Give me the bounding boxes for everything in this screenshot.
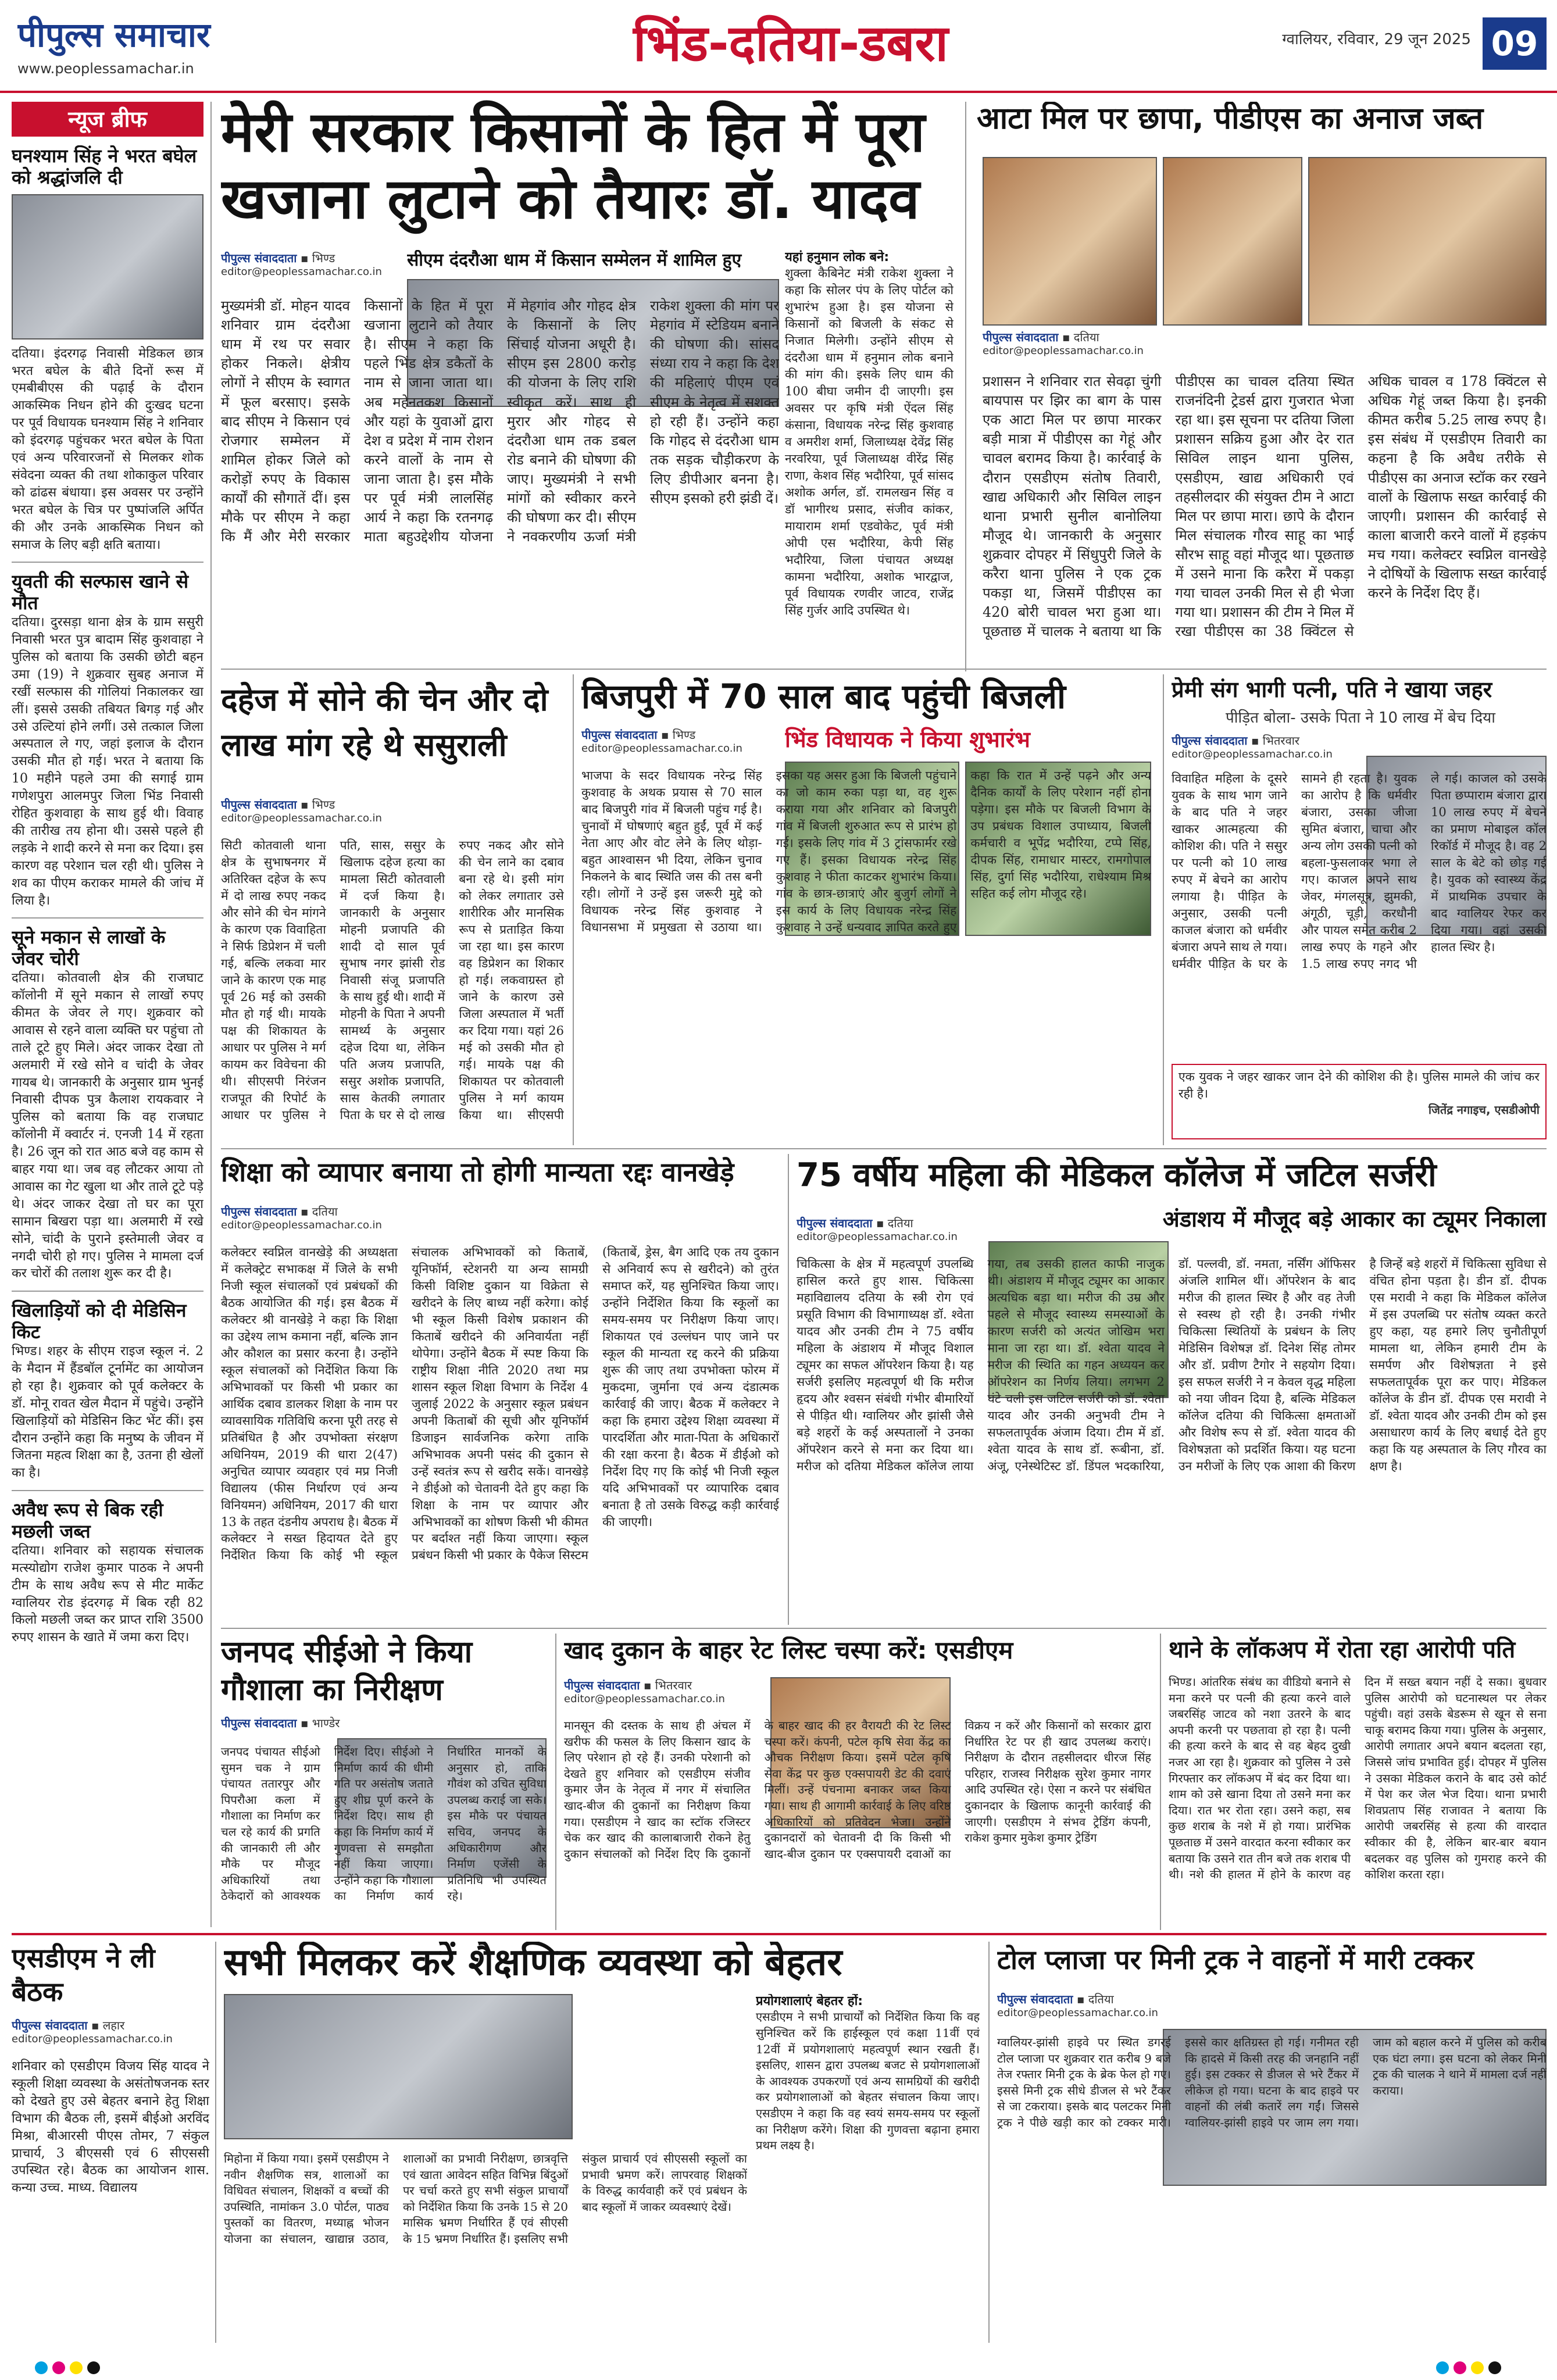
lead-sidebar-body: शुक्ला कैबिनेट मंत्री राकेश शुक्ला ने कहा कि सोलर पंप के लिए पोर्टल को शुभारंभ हुआ है। इस योजना से किसानों को बिजली के संकट से निजात मिलेगी। उन्होंने सीएम से दंदरौआ धाम में हनुमान लोक बनाने की मांग की। इसके लिए धाम की 100 बीघा जमीन दी जाएगी। इस अवसर पर कृषि मंत्री ऐंदल सिंह कंसाना, विधायक नरेन्द्र सिंह कुशवाह व अमरीश शर्मा, जिलाध्यक्ष देवेंद्र सिंह नरवरिया, पूर्व जिलाध्यक्ष वीरेंद्र सिंह राणा, केशव सिंह भदौरिया, पूर्व सांसद अशोक अर्गल, डॉ. रामलखन सिंह व डॉ भागीरथ प्रसाद, संजीव कांकर, मायाराम शर्मा एडवोकेट, पूर्व मंत्री ओपी एस भदौरिया, केपी सिंह भदौरिया, जिला पंचायत अध्यक्ष कामना भदौरिया, अशोक भारद्वाज, पूर्व विधायक रणवीर जाटव, राजेंद्र सिंह गुर्जर आदि उपस्थित थे। [785, 266, 954, 617]
elope-note-sign: जितेंद्र नगाइच, एसडीओपी [1428, 1103, 1540, 1117]
lockup-body: भिण्ड। आंतरिक संबंध का वीडियो बनाने से मना करने पर पत्नी की हत्या करने वाले जबरसिंह जाटव को नशा उतरने के बाद अपनी करनी पर पछतावा हो रहा है। पत्नी की हत्या करने के बाद से वह बेहद दुखी नजर आ रहा है। शुक्रवार को पुलिस ने उसे गिरफ्तार कर लॉकअप में बंद कर दिया था। शाम को उसे खाना दिया तो उसने मना कर दिया। रात भर रोता रहा। उसने कहा, सब कुछ शराब के नशे में हो गया। प्रारंभिक पूछताछ में उसने वारदात करना स्वीकार कर बताया कि उसने रात तीन बजे तक शराब पी थी। नशे की हालत में होने के कारण वह दिन में सख्त बयान नहीं दे सका। बुधवार पुलिस आरोपी को घटनास्थल पर लेकर पहुंची। वहां उसके बेडरूम से खून से सना चाकू बरामद किया गया। पुलिस के अनुसार, आरोपी लगातार अपने बयान बदलता रहा, जिससे जांच प्रभावित हुई। दोपहर में पुलिस ने उसका मेडिकल कराने के बाद उसे कोर्ट में पेश कर जेल भेज दिया। थाना प्रभारी शिवप्रताप सिंह राजावत ने बताया कि आरोपी जबरसिंह से हत्या की वारदात स्वीकार की है, लेकिन बार-बार बयान बदलकर वह पुलिस को गुमराह करने की कोशिश करता रहा। [1169, 1675, 1547, 1882]
lead-subhead: सीएम दंदरौआ धाम में किसान सम्मेलन में शामिल हुए [407, 250, 742, 270]
sidebar-item-body: दतिया। शनिवार को सहायक संचालक मत्स्योद्योग राजेश कुमार पाठक ने अपनी टीम के साथ अवैध रूप से मीट मार्केट ग्वालियर रोड इंदरगढ़ में बिक रही 82 किलो मछली जब्त कर प्राप्त राशि 3500 रुपए शासन के खाते में जमा करा दिए। [12, 1543, 203, 1645]
education-body: कलेक्टर स्वप्निल वानखेड़े की अध्यक्षता में कलेक्ट्रेट सभाकक्ष में जिले के सभी निजी स्कूल संचालकों एवं प्रबंधकों की बैठक आयोजित की गई। इस बैठक में कलेक्टर श्री वानखेड़े ने कहा कि शिक्षा का उद्देश्य लाभ कमाना नहीं, बल्कि ज्ञान और कौशल का प्रसार करना है। उन्होंने स्कूल संचालकों को निर्देशित किया कि अभिभावकों पर किसी भी प्रकार का आर्थिक दबाव डालकर शिक्षा के नाम पर व्यावसायिक गतिविधि करना पूरी तरह से प्रतिबंधित है और उपभोक्ता संरक्षण अधिनियम, 2019 की धारा 2(47) अनुचित व्यापार व्यवहार एवं मप्र निजी विद्यालय (फीस निर्धारण एवं अन्य विनियमन) अधिनियम, 2017 की धारा 13 के तहत दंडनीय अपराध है। बैठक में कलेक्टर ने सख्त हिदायत देते हुए निर्देशित किया कि कोई भी स्कूल संचालक अभिभावकों को किताबें, यूनिफॉर्म, स्टेशनरी या अन्य सामग्री किसी विशिष्ट दुकान या विक्रेता से खरीदने के लिए बाध्य नहीं करेगा। कोई भी स्कूल किसी विशेष प्रकाशन की किताबें खरीदने की अनिवार्यता नहीं थोपेगा। उन्होंने बैठक में स्पष्ट किया कि राष्ट्रीय शिक्षा नीति 2020 तथा मप्र शासन स्कूल शिक्षा विभाग के निर्देश 4 जुलाई 2022 के अनुसार स्कूल प्रबंधन अपनी किताबों की सूची और यूनिफॉर्म डिजाइन सार्वजनिक करेगा ताकि अभिभावक अपनी पसंद की दुकान से उन्हें स्वतंत्र रूप से खरीद सकें। वानखेड़े ने डीईओ को चेतावनी देते हुए कहा कि शिक्षा के नाम पर व्यापार और अभिभावकों का शोषण किसी भी कीमत पर बर्दाश्त नहीं किया जाएगा। स्कूल प्रबंधन किसी भी प्रकार के पैकेज सिस्टम (किताबें, ड्रेस, बैग आदि एक तय दुकान से अनिवार्य रूप से खरीदने) को तुरंत समाप्त करें, यह सुनिश्चित किया जाए। उन्होंने निर्देशित किया कि स्कूलों का समय-समय पर निरीक्षण किया जाए। शिकायत एवं उल्लंघन पाए जाने पर स्कूल की मान्यता रद्द करने की प्रक्रिया शुरू की जाए तथा उपभोक्ता फोरम में मुकदमा, जुर्माना एवं अन्य दंडात्मक कार्रवाई की जाए। बैठक में कलेक्टर ने कहा कि हमारा उद्देश्य शिक्षा व्यवस्था में पारदर्शिता और माता-पिता के अधिकारों की रक्षा करना है। बैठक में डीईओ को निर्देश दिए गए कि कोई भी निजी स्कूल यदि अभिभावकों पर व्यापारिक दबाव बनाता है तो उसके विरुद्ध कड़ी कार्रवाई की जाएगी। [221, 1245, 779, 1563]
lockup-headline[interactable]: थाने के लॉकअप में रोता रहा आरोपी पति [1169, 1636, 1516, 1663]
sidebar-item-headline: अवैध रूप से बिक रही मछली जब्त [12, 1499, 163, 1543]
registration-mark [52, 2361, 65, 2374]
divider [12, 1490, 203, 1491]
column-rule [1163, 674, 1164, 1145]
fertilizer-byline: पीपुल्स संवाददाता ▪ भितरवार editor@peoplessamachar.co.in [564, 1677, 762, 1712]
surgery-headline[interactable]: 75 वर्षीय महिला की मेडिकल कॉलेज में जटिल सर्जरी [797, 1157, 1437, 1194]
byline-place: दतिया [312, 1205, 338, 1218]
footer-registration [0, 2354, 1557, 2380]
byline-email[interactable]: editor@peoplessamachar.co.in [983, 345, 1144, 357]
column-rule [1160, 1634, 1161, 1930]
academic-photo-meeting [224, 1994, 573, 2139]
elope-headline[interactable]: प्रेमी संग भागी पत्नी, पति ने खाया जहर [1172, 677, 1492, 702]
academic-sidebar-body: एसडीएम ने सभी प्राचार्यों को निर्देशित किया कि वह सुनिश्चित करें कि हाईस्कूल एवं कक्षा 11वीं एवं 12वीं में प्रयोगशालाएं महत्वपूर्ण स्थान रखती हैं। इसलिए, शासन द्वारा उपलब्ध बजट से प्रयोगशालाओं के आवश्यक उपकरणों एवं अन्य सामग्रियों की खरीदी कर प्रयोगशालाओं को बेहतर संचालन किया जाए। एसडीएम ने कहा कि वह स्वयं समय-समय पर स्कूलों का निरीक्षण करेंगे। शिक्षा की गुणवत्ता बढ़ाना हमारा प्रथम लक्ष्य है। [756, 2010, 980, 2153]
elope-body: विवाहित महिला के दूसरे युवक के साथ भाग जाने के बाद पति ने जहर खाकर आत्महत्या की कोशिश की। पति ने ससुर पर पत्नी को 10 लाख रुपए में बेचने का आरोप लगाया है। पीड़ित के अनुसार, उसकी पत्नी काजल बंजारा को धर्मवीर बंजारा अपने साथ ले गया। धर्मवीर पीड़ित के घर के सामने ही रहता है। युवक का आरोप है कि धर्मवीर बंजारा, उसका जीजा सुमित बंजारा, चाचा और अन्य लोग उसकी पत्नी को बहला-फुसलाकर भगा ले गए। काजल अपने साथ जेवर, मंगलसूत्र, झुमकी, अंगूठी, चूड़ी, करधौनी और पायल समेत करीब 2 लाख रुपए के गहने और 1.5 लाख रुपए नगद भी ले गई। काजल को उसके पिता छप्पाराम बंजारा द्वारा 10 लाख रुपए में बेचने का प्रमाण मोबाइल कॉल रिकॉर्ड में मौजूद है। वह 2 साल के बेटे को छोड़ गई है। युवक को स्वास्थ्य केंद्र में प्राथमिक उपचार के बाद ग्वालियर रेफर कर दिया गया। वहां उसकी हालत स्थिर है। [1172, 771, 1547, 971]
sidebar-photo [12, 194, 203, 340]
gaushala-body: जनपद पंचायत सीईओ सुमन चक ने ग्राम पंचायत ततारपुर और पिपरौआ कला में गौशाला का निर्माण कर चल रहे कार्य की प्रगति की जानकारी ली और मौके पर मौजूद अधिकारियों तथा ठेकेदारों को आवश्यक निर्देश दिए। सीईओ ने निर्माण कार्य की धीमी गति पर असंतोष जताते हुए शीघ्र पूर्ण करने के निर्देश दिए। साथ ही कहा कि निर्माण कार्य में गुणवत्ता से समझौता नहीं किया जाएगा। उन्होंने कहा कि गौशाला का निर्माण कार्य निर्धारित मानकों के अनुसार हो, ताकि गौवंश को उचित सुविधा उपलब्ध कराई जा सके। इस मौके पर पंचायत सचिव, जनपद के अधिकारीगण और निर्माण एजेंसी के प्रतिनिधि भी उपस्थित रहे। [221, 1745, 547, 1903]
byline-place: भिण्ड [672, 728, 696, 742]
sidebar-item-body: दतिया। इंदरगढ़ निवासी मेडिकल छात्र भरत बघेल के बीते दिनों रूस में एमबीबीएस की पढ़ाई के दौरान आकस्मिक निधन होने की दुःखद घटना पर पूर्व विधायक घनश्याम सिंह ने शनिवार को इंदरगढ़ पहुंचकर भरत बघेल के पिता एवं अन्य परिवारजनों से मिलकर शोक संवेदना व्यक्त की तथा शोकाकुल परिवार को ढांढस बंधाया। इस अवसर पर उन्होंने भरत बघेल के चित्र पर पुष्पांजलि अर्पित की और उनके आकस्मिक निधन को समाज के लिए बड़ी क्षति बताया। [12, 346, 203, 552]
dowry-headline[interactable]: दहेज में सोने की चेन और दो लाख मांग रहे थे ससुराली [221, 681, 548, 764]
section-divider [221, 1628, 1547, 1629]
sidebar-item[interactable] [12, 927, 203, 1282]
academic-sidebar [756, 1994, 980, 2343]
education-byline: पीपुल्स संवाददाता ▪ दतिया editor@peoplessamachar.co.in [221, 1203, 419, 1238]
byline-email[interactable]: editor@peoplessamachar.co.in [221, 812, 382, 824]
dowry-body: सिटी कोतवाली थाना क्षेत्र के सुभाषनगर में अतिरिक्त दहेज के रूप में दो लाख रुपए नकद और सोने की चेन मांगने के कारण एक विवाहिता ने सिर्फ डिप्रेशन में चली गई, बल्कि लकवा मार जाने के कारण एक माह पूर्व 26 मई को उसकी मौत हो गई थी। मायके पक्ष की शिकायत के आधार पर पुलिस ने मर्ग कायम कर विवेचना की थी। सीएसपी निरंजन राजपूत की रिपोर्ट के आधार पर पुलिस ने पति, सास, ससुर के खिलाफ दहेज हत्या का मामला सिटी कोतवाली में दर्ज किया है। जानकारी के अनुसार मोहनी प्रजापति की शादी दो साल पूर्व सुभाष नगर झांसी रोड निवासी संजू प्रजापति के साथ हुई थी। शादी में मोहनी के पिता ने अपनी सामर्थ्य के अनुसार दहेज दिया था, लेकिन पति अजय प्रजापति, ससुर अशोक प्रजापति, सास केतकी लगातार पिता के घर से दो लाख रुपए नकद और सोने की चेन लाने का दबाव बना रहे थे। इसी मांग को लेकर लगातार उसे शारीरिक और मानसिक रूप से प्रताड़ित किया जा रहा था। इस कारण वह डिप्रेशन का शिकार हो गई। लकवाग्रस्त हो जाने के कारण उसे जिला अस्पताल में भर्ती कर दिया गया। यहां 26 मई को उसकी मौत हो गई। मायके पक्ष की शिकायत पर कोतवाली पुलिस ने मर्ग कायम किया था। सीएसपी [221, 838, 564, 1122]
sidebar-item-headline: घनश्याम सिंह ने भरत बघेल को श्रद्धांजलि दी [12, 145, 197, 188]
brand-url[interactable]: www.peoplessamachar.in [17, 60, 194, 77]
column-rule [965, 102, 966, 671]
section-divider [221, 669, 1547, 670]
byline-email[interactable]: editor@peoplessamachar.co.in [221, 266, 382, 278]
gaushala-headline[interactable]: जनपद सीईओ ने किया गौशाला का निरीक्षण [221, 1635, 473, 1707]
sidebar-item-headline: खिलाड़ियों को दी मेडिसिन किट [12, 1299, 187, 1343]
byline-email[interactable]: editor@peoplessamachar.co.in [1172, 748, 1333, 760]
section-divider [12, 1933, 1547, 1935]
column-rule [788, 1154, 789, 1625]
sdm-meeting-byline: पीपुल्स संवाददाता ▪ लहार editor@peoplessamachar.co.in [12, 2017, 209, 2052]
sdm-meeting-body: शनिवार को एसडीएम विजय सिंह यादव ने स्कूली शिक्षा व्यवस्था के असंतोषजनक स्तर को देखते हुए उसे बेहतर बनाने हेतु शिक्षा विभाग की बैठक ली, इसमें बीईओ अरविंद मिश्रा, बीआरसी पीएस तोमर, 7 संकुल प्राचार्य, 3 बीएससी एवं 6 सीएससी उपस्थित रहे। बैठक का आयोजन शास. कन्या उच्च. माध्य. विद्यालय [12, 2059, 209, 2196]
page-section-title: भिंड-दतिया-डबरा [633, 15, 948, 73]
sidebar-item-headline: सूने मकान से लाखों के जेवर चोरी [12, 926, 166, 970]
registration-mark [35, 2361, 48, 2374]
byline-email[interactable]: editor@peoplessamachar.co.in [581, 742, 742, 755]
sidebar-title: न्यूज ब्रीफ [12, 102, 203, 137]
sidebar [12, 145, 203, 1936]
toll-body: ग्वालियर-झांसी हाइवे पर स्थित डगरई टोल प्लाजा पर शुक्रवार रात करीब 9 बजे तेज रफ्तार मिनी ट्रक के ब्रेक फेल हो गए। इससे मिनी ट्रक सीधे डीजल से भरे टैंकर से जा टकराया। इसके बाद पलटकर मिनी ट्रक ने पीछे खड़ी कार को टक्कर मारी। इससे कार क्षतिग्रस्त हो गई। गनीमत रही कि हादसे में किसी तरह की जनहानि नहीं हुई। इस टक्कर से डीजल से भरे टैंकर में लीकेज हो गया। घटना के बाद हाइवे पर वाहनों की लंबी कतारें लग गईं। जिससे ग्वालियर-झांसी हाइवे पर जाम लग गया। जाम को बहाल करने में पुलिस को करीब एक घंटा लगा। इस घटना को लेकर मिनी ट्रक की चालक ने थाने में मामला दर्ज नहीं कराया। [997, 2035, 1547, 2129]
pds-byline: पीपुल्स संवाददाता ▪ दतिया editor@peoplessamachar.co.in [983, 329, 1180, 370]
sidebar-item-body: दतिया। दुरसड़ा थाना क्षेत्र के ग्राम ससुरी निवासी भरत पुत्र बादाम सिंह कुशवाहा ने पुलिस को बताया कि उसकी छोटी बहन उमा (19) ने शुक्रवार सुबह अनाज में रखीं सल्फास की गोलियां निकालकर खा लीं। इससे उसकी तबियत बिगड़ गई और उसे उल्टियां होने लगीं। उसे तत्काल जिला अस्पताल ले गए, जहां इलाज के दौरान उसकी मौत हो गई। भरत ने बताया कि 10 महीने पहले उमा की सगाई ग्राम गणेशपुरा आलमपुर जिला भिंड निवासी रोहित कुशवाहा के साथ हुई थी। विवाह की तारीख तय होना थी। उससे पहले ही लड़के ने शादी करने से मना कर दिया। इस कारण वह परेशान चल रही थी। पुलिस ने शव का पीएम कराकर मामले की जांच में लिया है। [12, 615, 203, 908]
byline-name: पीपुल्स संवाददाता [12, 2018, 88, 2032]
academic-body: मिहोना में किया गया। इसमें एसडीएम ने नवीन शैक्षणिक सत्र, शालाओं का विधिवत संचालन, शिक्षकों व बच्चों की उपस्थिति, नामांकन 3.0 पोर्टल, पाठ्य पुस्तकों का वितरण, मध्याह्न भोजन योजना का संचालन, खाद्यान्न उठाव, शालाओं का प्रभावी निरीक्षण, छात्रवृत्ति एवं खाता आवेदन सहित विभिन्न बिंदुओं पर चर्चा करते हुए सभी संकुल प्राचार्यों को निर्देशित किया कि उनके 15 से 20 मासिक भ्रमण निर्धारित हैं एवं सीएसी के 15 भ्रमण निर्धारित हैं। इसलिए सभी संकुल प्राचार्य एवं सीएससी स्कूलों का प्रभावी भ्रमण करें। लापरवाह शिक्षकों के विरुद्ध कार्यवाही करें एवं प्रबंधन के बाद स्कूलों में जाकर व्यवस्थाएं देखें। [224, 2152, 747, 2246]
byline-email[interactable]: editor@peoplessamachar.co.in [797, 1231, 958, 1243]
byline-place: लहार [102, 2018, 125, 2032]
sdm-meeting-headline[interactable]: एसडीएम ने ली बैठक [12, 1942, 155, 2007]
elope-note-text: एक युवक ने जहर खाकर जान देने की कोशिश की है। पुलिस मामले की जांच कर रही है। [1179, 1070, 1540, 1100]
byline-name: पीपुल्स संवाददाता [564, 1678, 640, 1692]
academic-sidebar-lead: प्रयोगशालाएं बेहतर हों: [756, 1994, 863, 2009]
divider [12, 917, 203, 919]
byline-name: पीपुल्स संवाददाता [221, 251, 297, 265]
elope-note [1172, 1064, 1547, 1139]
lead-body: मुख्यमंत्री डॉ. मोहन यादव शनिवार ग्राम दंदरौआ धाम में रथ पर सवार होकर निकले। क्षेत्रीय लोगों ने सीएम के स्वागत में फूल बरसाए। इसके बाद सीएम ने किसान एवं रोजगार सम्मेलन में शामिल होकर जिले को करोड़ों रुपए के विकास कार्यों की सौगातें दीं। इस मौके पर सीएम ने कहा कि मैं और मेरी सरकार किसानों के हित में पूरा खजाना लुटाने को तैयार है। सीएम ने कहा कि पहले भिंड क्षेत्र डकैतों के नाम से जाना जाता था। अब महेनतकश किसानों और यहां के युवाओं द्वारा देश व प्रदेश में नाम रोशन करने वालों के नाम से जाना जाता है। इस मौके पर पूर्व मंत्री लालसिंह आर्य ने कहा कि रतनगढ़ माता बहुउद्देशीय योजना में मेहगांव और गोहद क्षेत्र के किसानों के लिए सिंचाई योजना अधूरी है। सीएम इस 2800 करोड़ की योजना के लिए राशि स्वीकृत करें। साथ ही मुरार और गोहद से दंदरौआ धाम तक डबल रोड बनाने की घोषणा की जाए। मुख्यमंत्री ने सभी मांगों को स्वीकार करने की घोषणा कर दी। सीएम ने नवकरणीय ऊर्जा मंत्री राकेश शुक्ला की मांग पर मेहगांव में स्टेडियम बनाने की घोषणा की। सांसद संध्या राय ने कहा कि देश की महिलाएं पीएम एवं सीएम के नेतृत्व में सशक्त हो रही हैं। उन्होंने कहा कि गोहद से दंदरौआ धाम तक सड़क चौड़ीकरण के लिए डीपीआर बनना है। सीएम इसको हरी झंडी दें। [221, 298, 779, 545]
pds-photo-sacks [983, 157, 1157, 326]
byline-place: भाण्डेर [312, 1716, 340, 1730]
byline-name: पीपुल्स संवाददाता [983, 330, 1059, 344]
sidebar-item-body: भिण्ड। शहर के सीएम राइज स्कूल नं. 2 के मैदान में हैंडबॉल टूर्नामेंट का आयोजन हो रहा है। शुक्रवार को पूर्व कलेक्टर के डॉ. मोनू रावत खेल मैदान में पहुंचे। उन्होंने खिलाड़ियों को मेडिसिन किट भेंट कीं। इस दौरान उन्होंने कहा कि मनुष्य के जीवन में जितना महत्व शिक्षा का है, उतना ही खेलों का है। [12, 1343, 203, 1481]
registration-mark [1488, 2361, 1501, 2374]
byline-place: भितरवार [1262, 734, 1300, 748]
section-divider [221, 1148, 1547, 1149]
registration-mark [1454, 2361, 1466, 2374]
lead-sidebar [785, 250, 954, 657]
column-rule [215, 1942, 216, 2343]
registration-mark [87, 2361, 100, 2374]
education-headline[interactable]: शिक्षा को व्यापार बनाया तो होगी मान्यता रद्दः वानखेड़े [221, 1157, 734, 1188]
lead-byline: पीपुल्स संवाददाता ▪ भिण्ड editor@peoplessamachar.co.in [221, 250, 395, 291]
registration-mark [1436, 2361, 1449, 2374]
byline-place: दतिया [1088, 1992, 1114, 2006]
brand-logo[interactable]: पीपुल्स समाचार [17, 15, 210, 55]
byline-place: भितरवार [655, 1678, 692, 1692]
byline-name: पीपुल्स संवाददाता [221, 1716, 297, 1730]
toll-byline: पीपुल्स संवाददाता ▪ दतिया editor@peoplessamachar.co.in [997, 1991, 1195, 2026]
byline-name: पीपुल्स संवाददाता [221, 1205, 297, 1218]
elope-subhead: पीड़ित बोला- उसके पिता ने 10 लाख में बेच दिया [1226, 709, 1495, 727]
byline-place: भिण्ड [312, 798, 335, 812]
electricity-body: भाजपा के सदर विधायक नरेन्द्र सिंह कुशवाह के अथक प्रयास से 70 साल बाद बिजपुरी गांव में बिजली पहुंच गई है। चुनावों में घोषणाएं बहुत हुईं, पूर्व में कई नेता आए और वोट लेने के लिए थोड़ा-बहुत आश्वासन भी दिया, लेकिन चुनाव निकलने के बाद स्थिति जस की तस बनी रही। लोगों ने उन्हें इस जरूरी मुद्दे को विधायक नरेन्द्र सिंह कुशवाह ने विधानसभा में प्रमुखता से उठाया था। इसका यह असर हुआ कि बिजली पहुंचाने का जो काम रुका पड़ा था, वह शुरू कराया गया और शनिवार को बिजपुरी गांव में बिजली शुरुआत रूप से प्रारंभ हो गई। इसके लिए गांव में 3 ट्रांसफार्मर रखे गए हैं। इसका विधायक नरेन्द्र सिंह कुशवाह ने फीता काटकर शुभारंभ किया। गांव के छात्र-छात्राएं और बुजुर्ग लोगों ने इस कार्य के लिए विधायक नरेन्द्र सिंह कुशवाह ने उन्हें धन्यवाद ज्ञापित करते हुए कहा कि रात में उन्हें पढ़ने और अन्य दैनिक कार्यों के लिए परेशान नहीं होना पड़ेगा। इस मौके पर बिजली विभाग के उप प्रबंधक विशाल उपाध्याय, बिजली कर्मचारी व भूपेंद्र भदौरिया, टप्पे सिंह, दीपक सिंह, रामाधार मास्टर, रामगोपाल सिंह, दुर्गा सिंह भदौरिया, राधेश्याम मिश्र सहित कई लोग मौजूद रहे। [581, 769, 1151, 934]
fertilizer-body: मानसून की दस्तक के साथ ही अंचल में खरीफ की फसल के लिए किसान खाद के लिए परेशान हो रहे हैं। उनकी परेशानी को देखते हुए शनिवार को एसडीएम संजीव कुमार जैन के नेतृत्व में नगर में संचालित खाद-बीज की दुकानों का निरीक्षण किया गया। एसडीएम ने खाद का स्टॉक रजिस्टर चेक कर खाद की कालाबाजारी रोकने हेतु दुकान संचालकों को निर्देश दिए कि दुकानों के बाहर खाद की हर वैरायटी की रेट लिस्ट चस्पा करें। कंपनी, पटेल कृषि सेवा केंद्र का औचक निरीक्षण किया। इसमें पटेल कृषि सेवा केंद्र पर कुछ एक्सपायरी डेट की दवाएं मिलीं। उन्हें पंचनामा बनाकर जब्त किया गया। साथ ही आगामी कार्रवाई के लिए वरिष्ठ अधिकारियों को प्रतिवेदन भेजा। उन्होंने दुकानदारों को चेतावनी दी कि किसी भी खाद-बीज दुकान पर एक्सपायरी दवाओं का विक्रय न करें और किसानों को सरकार द्वारा निर्धारित रेट पर ही खाद उपलब्ध कराएं। निरीक्षण के दौरान तहसीलदार धीरज सिंह परिहार, राजस्व निरीक्षक सुरेश कुमार नागर आदि उपस्थित रहे। ऐसा न करने पर संबंधित दुकानदार के खिलाफ कानूनी कार्रवाई की जाएगी। एसडीएम ने संभव ट्रेडिंग कंपनी, राकेश कुमार मुकेश कुमार ट्रेडिंग [564, 1718, 1151, 1861]
column-rule [210, 102, 212, 1927]
registration-mark [70, 2361, 83, 2374]
sidebar-item-body: दतिया। कोतवाली क्षेत्र की राजघाट कॉलोनी में सूने मकान से लाखों रुपए कीमत के जेवर ले गए। शुक्रवार को आवास से रहने वाला व्यक्ति घर पहुंचा तो ताले टूटे हुए मिले। अंदर जाकर देखा तो अलमारी में रखे सोने व चांदी के जेवर गायब थे। जानकारी के अनुसार ग्राम भुनई निवासी दीपक पुत्र कैलाश रायकवार ने पुलिस को बताया कि वह राजघाट कॉलोनी में क्वार्टर नं. एनजी 14 में रहता है। 26 जून को रात आठ बजे वह काम से बाहर गया था। जब वह लौटकर आया तो आवास का गेट खुला था और ताले टूटे पड़े थे। अंदर जाकर देखा तो घर का पूरा सामान बिखरा पड़ा था। अलमारी में रखे सोने, चांदी के पुराने इस्तेमाली जेवर व नगदी चोरी हो गए। पुलिस ने मामला दर्ज कर चोरों की तलाश शुरू कर दी है। [12, 971, 203, 1281]
pds-headline[interactable]: आटा मिल पर छापा, पीडीएस का अनाज जब्त [977, 102, 1484, 136]
sidebar-item[interactable] [12, 1300, 203, 1482]
electricity-headline[interactable]: बिजपुरी में 70 साल बाद पहुंची बिजली [581, 677, 1066, 716]
column-rule [988, 1942, 990, 2343]
byline-email[interactable]: editor@peoplessamachar.co.in [997, 2007, 1158, 2019]
sidebar-item[interactable] [12, 571, 203, 909]
toll-headline[interactable]: टोल प्लाजा पर मिनी ट्रक ने वाहनों में मारी टक्कर [997, 1945, 1474, 1975]
column-rule [573, 674, 574, 1145]
divider [12, 562, 203, 563]
byline-place: भिण्ड [312, 251, 335, 265]
surgery-byline: पीपुल्स संवाददाता ▪ दतिया editor@peoplessamachar.co.in [797, 1215, 994, 1250]
page-number: 09 [1483, 17, 1547, 70]
electricity-subhead: भिंड विधायक ने किया शुभारंभ [785, 727, 1030, 752]
byline-name: पीपुल्स संवाददाता [797, 1216, 873, 1230]
surgery-body: चिकित्सा के क्षेत्र में महत्वपूर्ण उपलब्धि हासिल करते हुए शास. चिकित्सा महाविद्यालय दतिया के स्त्री रोग एवं प्रसूति विभाग की विभागाध्यक्ष डॉ. श्वेता यादव और उनकी टीम ने 75 वर्षीय महिला के अंडाशय में मौजूद विशाल ट्यूमर का सफल ऑपरेशन किया है। यह सर्जरी इसलिए महत्वपूर्ण थी कि मरीज हृदय और श्वसन संबंधी गंभीर बीमारियों से पीड़ित थी। ग्वालियर और झांसी जैसे बड़े शहरों के कई अस्पतालों ने उनका ऑपरेशन करने से मना कर दिया था। मरीज को दतिया मेडिकल कॉलेज लाया गया, तब उसकी हालत काफी नाजुक थी। अंडाशय में मौजूद ट्यूमर का आकार अत्यधिक बड़ा था। मरीज की उम्र और पहले से मौजूद स्वास्थ्य समस्याओं के कारण सर्जरी को अत्यंत जोखिम भरा माना जा रहा था। डॉ. श्वेता यादव ने मरीज की स्थिति का गहन अध्ययन कर ऑपरेशन का निर्णय लिया। लगभग 2 घंटे चली इस जटिल सर्जरी को डॉ. श्वेता यादव और उनकी अनुभवी टीम ने सफलतापूर्वक अंजाम दिया। टीम में डॉ. श्वेता यादव के साथ डॉ. रूबीना, डॉ. अंजू, एनेस्थेटिस्ट डॉ. डिंपल भदकारिया, डॉ. पल्लवी, डॉ. नमता, नर्सिंग ऑफिसर अंजलि शामिल थीं। ऑपरेशन के बाद मरीज की हालत स्थिर है और वह तेजी से स्वस्थ हो रही है। उनकी गंभीर चिकित्सा स्थितियों के प्रबंधन के लिए मेडिसिन विशेषज्ञ डॉ. दिनेश सिंह तोमर और डॉ. प्रवीण टैगोर ने सहयोग दिया। इस सफल सर्जरी ने न केवल वृद्ध महिला को नया जीवन दिया है, बल्कि मेडिकल कॉलेज दतिया की चिकित्सा क्षमताओं और विशेष रूप से डॉ. श्वेता यादव की विशेषज्ञता को प्रदर्शित किया। यह घटना उन मरीजों के लिए एक आशा की किरण है जिन्हें बड़े शहरों में चिकित्सा सुविधा से वंचित होना पड़ता है। डीन डॉ. दीपक एस मरावी ने कहा कि मेडिकल कॉलेज में इस उपलब्धि पर संतोष व्यक्त करते हुए कहा, यह हमारे लिए चुनौतीपूर्ण मामला था, लेकिन हमारी टीम के समर्पण और विशेषज्ञता ने इसे सफलतापूर्वक पूरा कर पाए। मेडिकल कॉलेज के डीन डॉ. दीपक एस मरावी ने डॉ. श्वेता यादव और उनकी टीम को इस असाधारण कार्य के लिए बधाई देते हुए कहा कि यह अस्पताल के लिए गौरव का क्षण है। [797, 1257, 1547, 1473]
registration-mark [1471, 2361, 1484, 2374]
fertilizer-headline[interactable]: खाद दुकान के बाहर रेट लिस्ट चस्पा करें: एसडीएम [564, 1636, 1013, 1664]
dateline: ग्वालियर, रविवार, 29 जून 2025 [1282, 31, 1471, 48]
pds-body: प्रशासन ने शनिवार रात सेवढ़ा चुंगी बायपास पर झिर का बाग के पास एक आटा मिल पर छापा मारकर बड़ी मात्रा में पीडीएस का गेहूं और चावल बरामद किया है। कार्रवाई के दौरान एसडीएम संतोष तिवारी, खाद्य अधिकारी और सिविल लाइन थाना प्रभारी सुनील बानोलिया मौजूद थे। जानकारी के अनुसार शुक्रवार दोपहर में सिंधुपुरी जिले के करैरा थाना पुलिस ने एक ट्रक पकड़ा था, जिसमें पीडीएस का 420 बोरी चावल भरा हुआ था। पूछताछ में चालक ने बताया था कि पीडीएस का चावल दतिया स्थित राजनंदिनी ट्रेडर्स द्वारा गुजरात भेजा रहा था। इस सूचना पर दतिया जिला प्रशासन सक्रिय हुआ और देर रात सिविल लाइन थाना पुलिस, एसडीएम, खाद्य अधिकारी एवं तहसीलदार की संयुक्त टीम ने आटा मिल पर छापा मारा। छापे के दौरान मिल संचालक गौरव साहू का भाई सौरभ साहू वहां मौजूद था। पूछताछ में उसने माना कि करैरा में पकड़ा गया चावल उनकी मिल से ही भेजा गया था। प्रशासन की टीम ने मिल में रखा पीडीएस का 38 क्विंटल से अधिक चावल व 178 क्विंटल से अधिक गेहूं जब्त किया है। इनकी कीमत करीब 5.25 लाख रुपए है। इस संबंध में एसडीएम तिवारी का कहना है कि अवैध तरीके से पीडीएस का अनाज स्टॉक कर रखने वालों के खिलाफ सख्त कार्रवाई की जाएगी। प्रशासन की कार्रवाई से काला बाजारी करने वालों में हड़कंप मच गया। कलेक्टर स्वप्निल वानखेड़े ने दोषियों के खिलाफ सख्त कार्रवाई करने के निर्देश दिए हैं। [983, 373, 1547, 640]
byline-name: पीपुल्स संवाददाता [1172, 734, 1248, 748]
byline-name: पीपुल्स संवाददाता [581, 728, 658, 742]
surgery-subhead: अंडाशय में मौजूद बड़े आकार का ट्यूमर निकाला [1162, 1206, 1547, 1232]
divider [12, 1291, 203, 1292]
pds-photo-warehouse [1163, 157, 1302, 326]
byline-email[interactable]: editor@peoplessamachar.co.in [564, 1693, 725, 1705]
sidebar-item-headline: युवती की सल्फास खाने से मौत [12, 570, 189, 614]
column-rule [555, 1634, 556, 1930]
academic-headline[interactable]: सभी मिलकर करें शैक्षणिक व्यवस्था को बेहतर [224, 1942, 842, 1984]
pds-photo-stack [1308, 157, 1547, 326]
byline-name: पीपुल्स संवाददाता [997, 1992, 1073, 2006]
electricity-byline: पीपुल्स संवाददाता ▪ भिण्ड editor@peoplessamachar.co.in [581, 727, 779, 762]
sidebar-item[interactable] [12, 1499, 203, 1646]
byline-place: दतिया [1073, 330, 1099, 344]
lead-sidebar-lead: यहां हनुमान लोक बने: [785, 250, 890, 265]
byline-place: दतिया [887, 1216, 913, 1230]
byline-email[interactable]: editor@peoplessamachar.co.in [221, 1219, 382, 1231]
byline-name: पीपुल्स संवाददाता [221, 798, 297, 812]
elope-byline: पीपुल्स संवाददाता ▪ भितरवार editor@peoplessamachar.co.in [1172, 732, 1358, 767]
dowry-byline: पीपुल्स संवाददाता ▪ भिण्ड editor@peoplessamachar.co.in [221, 796, 395, 831]
byline-email[interactable]: editor@peoplessamachar.co.in [12, 2033, 173, 2045]
gaushala-byline: पीपुल्स संवाददाता ▪ भाण्डेर [221, 1716, 340, 1730]
lead-headline[interactable]: मेरी सरकार किसानों के हित में पूरा खजाना लुटाने को तैयारः डॉ. यादव [221, 99, 925, 232]
sidebar-item[interactable] [12, 145, 203, 553]
